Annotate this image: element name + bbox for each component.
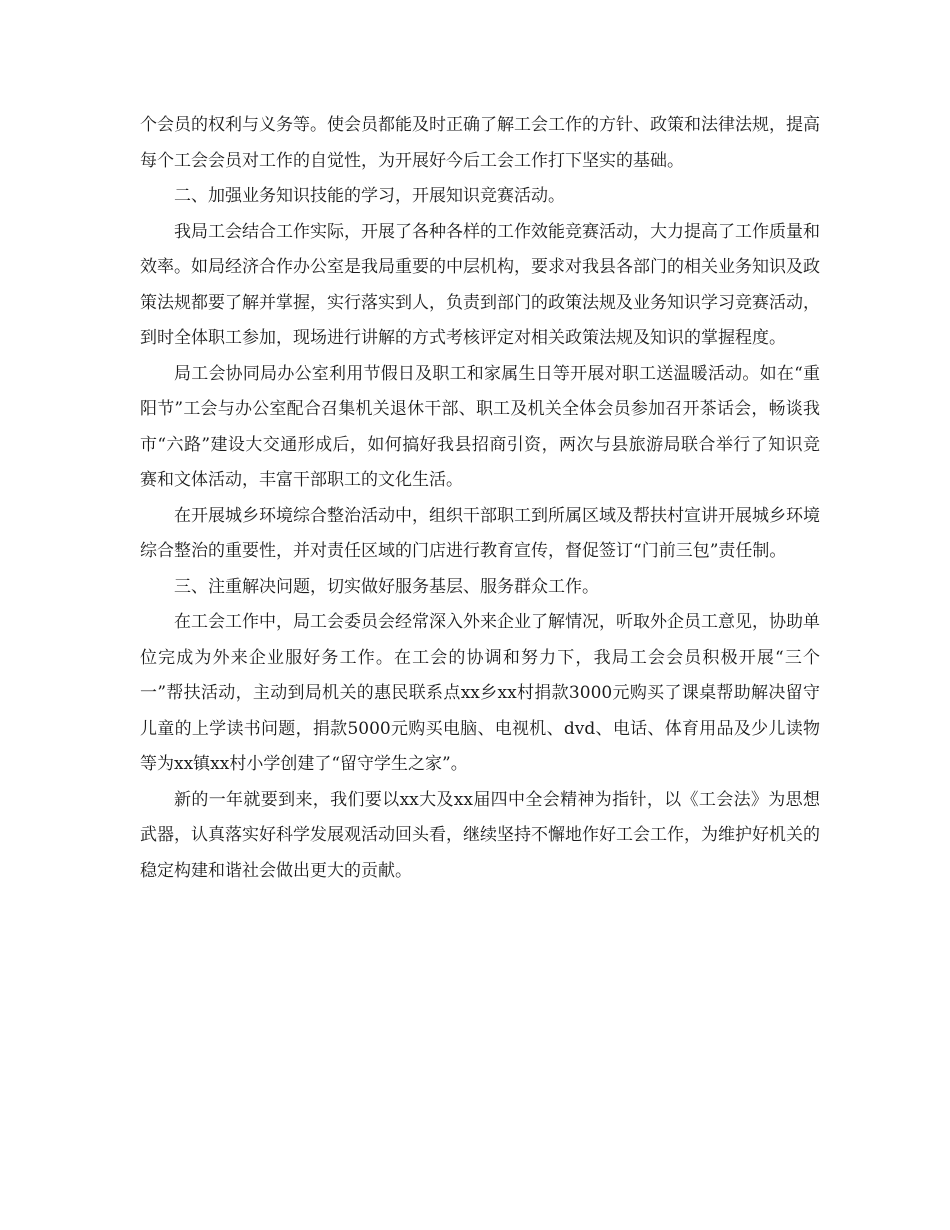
section-heading-2: 二、加强业务知识技能的学习，开展知识竞赛活动。 <box>174 186 565 206</box>
document-body <box>140 108 820 889</box>
paragraph-continuation: 个会员的权利与义务等。使会员都能及时正确了解工会工作的方针、政策和法律法规，提高每个工会会员对工作的自觉性，为开展好今后工会工作打下坚实的基础。 <box>140 115 820 171</box>
section-heading-3: 三、注重解决问题，切实做好服务基层、服务群众工作。 <box>174 576 599 597</box>
paragraph-conclusion: 新的一年就要到来，我们要以xx大及xx届四中全会精神为指针，以《工会法》为思想武器，认真落实好科学发展观活动回头看，继续坚持不懈地作好工会工作，为维护好机关的稳定构建和谐社会做出更大的贡献。 <box>140 789 820 881</box>
paragraph-service: 在工会工作中，局工会委员会经常深入外来企业了解情况，听取外企员工意见，协助单位完成为外来企业服好务工作。在工会的协调和努力下，我局工会会员积极开展“三个一”帮扶活动，主动到局机关的惠民联系点xx乡xx村捐款3000元购买了课桌帮助解决留守儿童的上学读书问题，捐款5000元购买电脑、电视机、dvd、电话、体育用品及少儿读物等为xx镇xx村小学创建了“留守学生之家”。 <box>140 612 820 774</box>
paragraph-warmth-activities: 局工会协同局办公室利用节假日及职工和家属生日等开展对职工送温暖活动。如在“重阳节”工会与办公室配合召集机关退休干部、职工及机关全体会员参加召开茶话会，畅谈我市“六路”建设大交通形成后，如何搞好我县招商引资，两次与县旅游局联合举行了知识竞赛和文体活动，丰富干部职工的文化生活。 <box>140 363 820 490</box>
paragraph-competition: 我局工会结合工作实际，开展了各种各样的工作效能竞赛活动，大力提高了工作质量和效率。如局经济合作办公室是我局重要的中层机构，要求对我县各部门的相关业务知识及政策法规都要了解并掌握，实行落实到人，负责到部门的政策法规及业务知识学习竞赛活动，到时全体职工参加，现场进行讲解的方式考核评定对相关政策法规及知识的掌握程度。 <box>140 221 820 348</box>
paragraph-environment: 在开展城乡环境综合整治活动中，组织干部职工到所属区域及帮扶村宣讲开展城乡环境综合整治的重要性，并对责任区域的门店进行教育宣传，督促签订“门前三包”责任制。 <box>140 505 820 561</box>
